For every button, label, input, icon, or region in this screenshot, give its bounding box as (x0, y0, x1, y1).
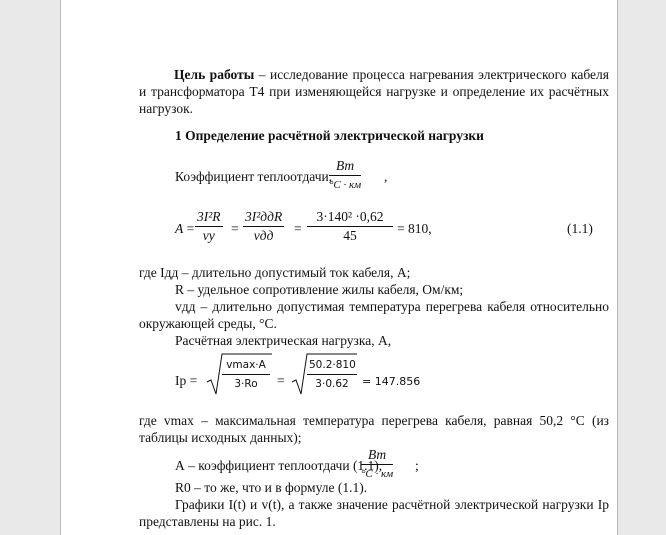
eq1-fraction-3: $\frac{\text{3·140² ·0,62}}{45}$ (307, 208, 393, 245)
intro-paragraph (139, 66, 609, 117)
def2-line-1: где vmax – максимальная температура перегрева кабеля, равная 50,2 °С (из таблицы исходных данных); (139, 413, 609, 445)
def2-unit-fraction: Вт °С · км (361, 447, 394, 480)
def-line-2: R – удельное сопротивление жилы кабеля, Ом/км; (175, 282, 464, 297)
def-line-1: где Iдд – длительно допустимый ток кабеля, А; (139, 265, 411, 280)
eq1-number: (1.1) (567, 221, 593, 236)
coef-label: Коэффициент теплоотдачи, (175, 169, 333, 184)
def2-line-2: А – коэффициент теплоотдачи (1.1), (175, 458, 383, 473)
eq1-result: = 810, (397, 221, 432, 236)
def-line-3: vдд – длительно допустимая температура перегрева кабеля относительно окружающей среды, °С. (139, 299, 609, 331)
coef-trail: , (384, 169, 388, 184)
def-line-4: Расчётная электрическая нагрузка, А, (175, 333, 392, 348)
coef-unit-fraction: Вт °С · км (329, 158, 362, 191)
eq1-lhs: A = (175, 221, 195, 236)
intro-lead: Цель работы (174, 67, 255, 82)
eq2-result: = 147.856 (362, 375, 421, 388)
def2-line-4: Графики I(t) и v(t), а также значение расчётной электрической нагрузки Iр представлены на рис. 1. (139, 497, 609, 529)
intro-text: – исследование процесса нагревания электрического кабеля и трансформатора Т4 при изменяющейся нагрузке и определение их расчётных нагрузок. (139, 67, 609, 116)
section-heading: 1 Определение расчётной электрической нагрузки (175, 128, 484, 143)
eq2-lhs: Iр = (175, 373, 198, 388)
def2-line-3: R0 – то же, что и в формуле (1.1). (175, 480, 368, 495)
document-page: Цель работы – исследование процесса нагревания электрического кабеля и трансформатора Т4 при изменяющейся нагрузке и определение их расчётных нагрузок. 1 Определение расчётной электрической нагрузки Коэффициент теплоотдачи, Вт °С · км , A = 3I²R vу = 3I²ддR vдд = $\frac{\text{3·140² ·0,62}}{45}$ = 810, (1.1) где Iдд – длительно допустимый ток кабеля, А; R – удельное сопротивление жилы кабеля, Ом/км; vдд – длительно допустимая температура перегрева кабеля относительно окружающей среды, °С. Расчётная электрическая нагрузка, А, Iр = vmax·A 3·Ro = $\frac{50.2\cdot 810}{3\cdot 0.62}$ = 147.856 где vmax – максимальная температура перегрева кабеля, равная 50,2 °С (из таблицы исходных данных); А – коэффициент теплоотдачи (1.1), Вт °С · км ; R0 – то же, что и в формуле (1.1). Графики I(t) и v(t), а также значение расчётной электрической нагрузки Iр представлены на рис. 1. (60, 0, 618, 535)
eq1-fraction-2: 3I²ддR vдд (245, 209, 283, 243)
eq1-fraction-1: 3I²R vу (197, 209, 221, 243)
